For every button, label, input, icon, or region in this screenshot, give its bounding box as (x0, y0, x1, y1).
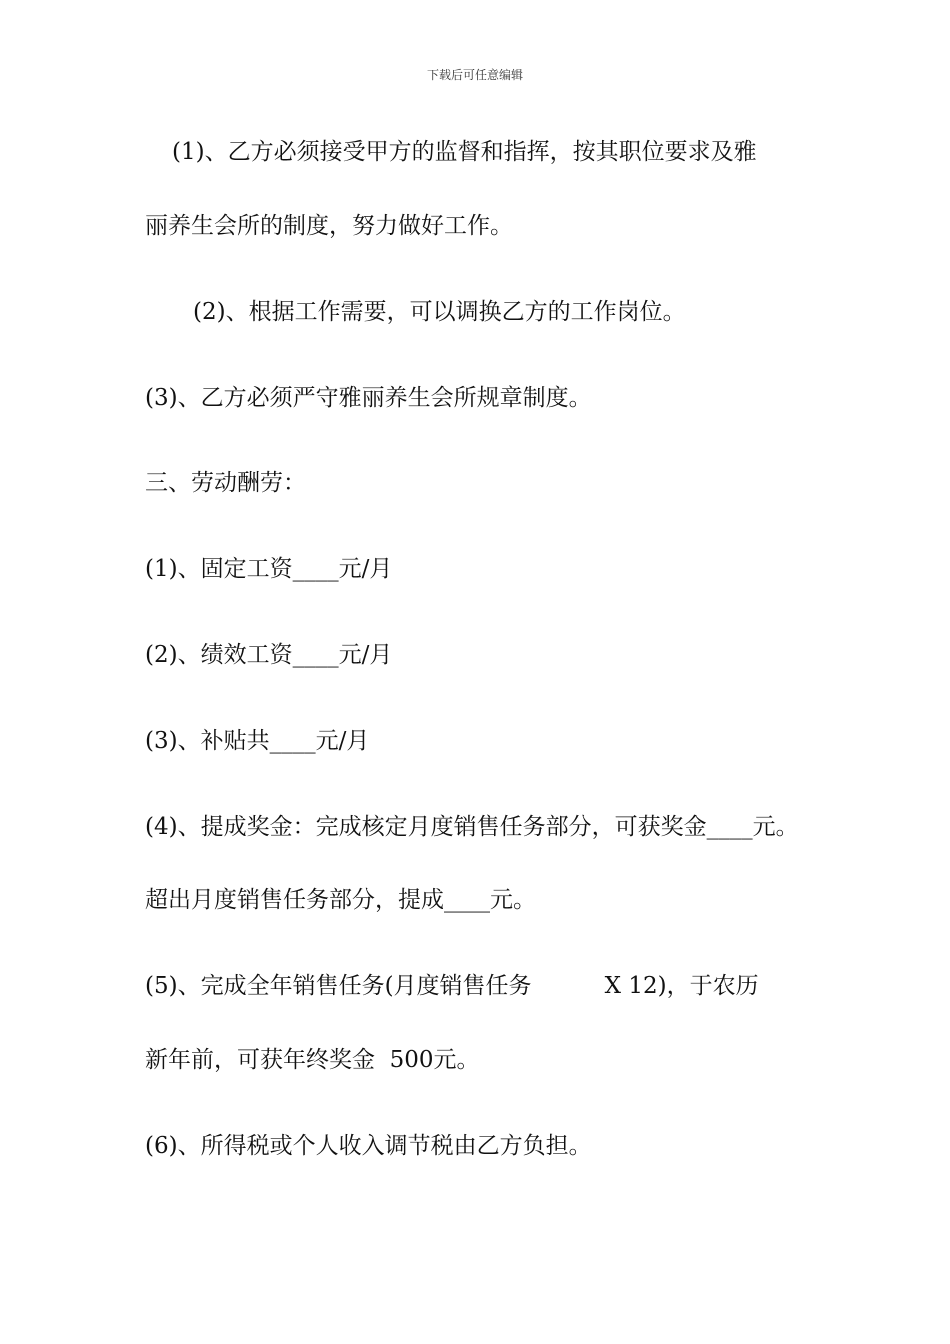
page-header: 下载后可任意编辑 (426, 68, 523, 82)
annual-bonus-line-1: (5)、完成全年销售任务(月度销售任务 X 12)，于农历 (145, 973, 759, 999)
clause-2: (2)、根据工作需要，可以调换乙方的工作岗位。 (193, 299, 686, 325)
clause-1-line-1: (1)、乙方必须接受甲方的监督和指挥，按其职位要求及雅 (172, 139, 757, 165)
section-heading-salary: 三、劳动酬劳： (145, 470, 306, 496)
salary-commission-2: 超出月度销售任务部分，提成____元。 (145, 887, 536, 913)
salary-commission-1: (4)、提成奖金：完成核定月度销售任务部分，可获奖金____元。 (145, 814, 799, 840)
salary-allowance: (3)、补贴共____元/月 (145, 728, 370, 754)
clause-1-line-2: 丽养生会所的制度，努力做好工作。 (145, 213, 513, 239)
clause-3: (3)、乙方必须严守雅丽养生会所规章制度。 (145, 385, 592, 411)
income-tax-clause: (6)、所得税或个人收入调节税由乙方负担。 (145, 1133, 592, 1159)
salary-performance: (2)、绩效工资____元/月 (145, 642, 393, 668)
annual-bonus-line-2: 新年前，可获年终奖金 500元。 (145, 1047, 480, 1073)
salary-fixed: (1)、固定工资____元/月 (145, 556, 393, 582)
